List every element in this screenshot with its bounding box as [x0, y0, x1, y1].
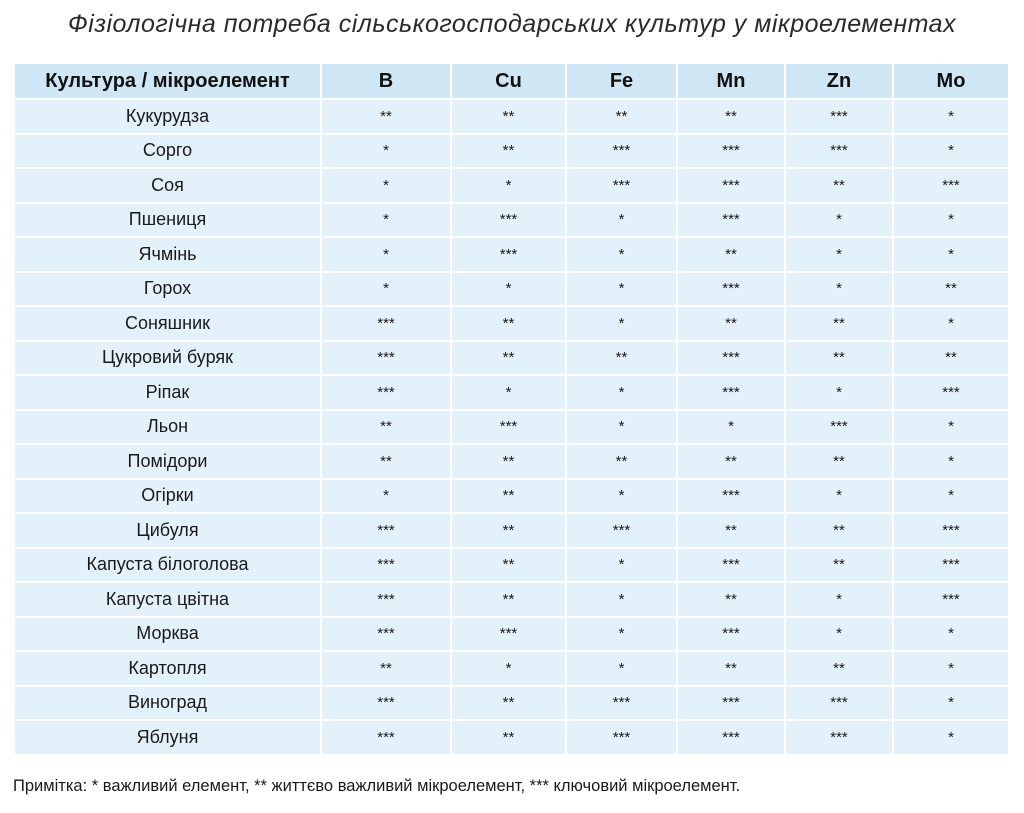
need-level-cell: *	[567, 376, 676, 409]
need-level-cell: ***	[678, 480, 784, 513]
crop-name-cell: Капуста цвітна	[15, 583, 320, 616]
need-level-cell: **	[452, 549, 565, 582]
need-level-cell: *	[452, 652, 565, 685]
column-header-element: Zn	[786, 64, 892, 98]
crop-name-cell: Виноград	[15, 687, 320, 720]
need-level-cell: ***	[452, 411, 565, 444]
need-level-cell: ***	[322, 376, 450, 409]
footnote: Примітка: * важливий елемент, ** життєво важливий мікроелемент, *** ключовий мікроелемент.	[13, 777, 741, 795]
need-level-cell: ***	[786, 687, 892, 720]
need-level-cell: ***	[894, 549, 1008, 582]
need-level-cell: ***	[322, 307, 450, 340]
need-level-cell: *	[894, 307, 1008, 340]
crop-name-cell: Огірки	[15, 480, 320, 513]
need-level-cell: *	[567, 238, 676, 271]
crop-name-cell: Капуста білоголова	[15, 549, 320, 582]
need-level-cell: ***	[452, 204, 565, 237]
need-level-cell: *	[567, 204, 676, 237]
microelement-table	[13, 62, 1010, 756]
need-level-cell: *	[567, 411, 676, 444]
need-level-cell: *	[322, 135, 450, 168]
need-level-cell: ***	[678, 721, 784, 754]
need-level-cell: **	[452, 135, 565, 168]
need-level-cell: **	[786, 445, 892, 478]
table-body	[15, 100, 1008, 754]
need-level-cell: *	[322, 169, 450, 202]
table-row	[15, 445, 1008, 478]
need-level-cell: **	[452, 480, 565, 513]
need-level-cell: *	[894, 100, 1008, 133]
crop-name-cell: Цукровий буряк	[15, 342, 320, 375]
need-level-cell: ***	[678, 376, 784, 409]
need-level-cell: ***	[786, 100, 892, 133]
need-level-cell: **	[678, 445, 784, 478]
need-level-cell: **	[894, 342, 1008, 375]
need-level-cell: ***	[322, 583, 450, 616]
need-level-cell: **	[452, 687, 565, 720]
need-level-cell: *	[567, 549, 676, 582]
need-level-cell: **	[786, 342, 892, 375]
crop-name-cell: Кукурудза	[15, 100, 320, 133]
crop-name-cell: Льон	[15, 411, 320, 444]
need-level-cell: ***	[567, 169, 676, 202]
need-level-cell: *	[894, 652, 1008, 685]
need-level-cell: ***	[894, 583, 1008, 616]
need-level-cell: ***	[678, 549, 784, 582]
crop-name-cell: Ячмінь	[15, 238, 320, 271]
need-level-cell: ***	[452, 238, 565, 271]
column-header-element: Fe	[567, 64, 676, 98]
need-level-cell: *	[894, 618, 1008, 651]
need-level-cell: ***	[678, 342, 784, 375]
need-level-cell: **	[894, 273, 1008, 306]
need-level-cell: *	[567, 480, 676, 513]
table-row	[15, 169, 1008, 202]
need-level-cell: **	[678, 514, 784, 547]
table-row	[15, 238, 1008, 271]
table-row	[15, 204, 1008, 237]
need-level-cell: *	[786, 480, 892, 513]
column-header-element: Mn	[678, 64, 784, 98]
table-row	[15, 583, 1008, 616]
need-level-cell: *	[678, 411, 784, 444]
table-row	[15, 135, 1008, 168]
need-level-cell: ***	[786, 721, 892, 754]
need-level-cell: **	[452, 583, 565, 616]
need-level-cell: ***	[678, 135, 784, 168]
crop-name-cell: Морква	[15, 618, 320, 651]
crop-name-cell: Соняшник	[15, 307, 320, 340]
need-level-cell: **	[678, 307, 784, 340]
need-level-cell: *	[786, 583, 892, 616]
column-header-element: Cu	[452, 64, 565, 98]
need-level-cell: *	[322, 273, 450, 306]
need-level-cell: *	[786, 273, 892, 306]
need-level-cell: *	[894, 411, 1008, 444]
page-title: Фізіологічна потреба сільськогосподарських культур у мікроелементах	[67, 10, 957, 38]
need-level-cell: *	[894, 204, 1008, 237]
need-level-cell: ***	[894, 169, 1008, 202]
crop-name-cell: Картопля	[15, 652, 320, 685]
need-level-cell: **	[322, 411, 450, 444]
need-level-cell: *	[322, 204, 450, 237]
need-level-cell: ***	[322, 342, 450, 375]
need-level-cell: ***	[322, 618, 450, 651]
table-row	[15, 411, 1008, 444]
crop-name-cell: Пшениця	[15, 204, 320, 237]
need-level-cell: *	[567, 583, 676, 616]
column-header-crop: Культура / мікроелемент	[15, 64, 320, 98]
need-level-cell: *	[786, 204, 892, 237]
table-header-row	[15, 64, 1008, 98]
need-level-cell: ***	[786, 135, 892, 168]
need-level-cell: **	[322, 100, 450, 133]
need-level-cell: ***	[678, 204, 784, 237]
need-level-cell: ***	[322, 514, 450, 547]
table-row	[15, 549, 1008, 582]
need-level-cell: *	[786, 376, 892, 409]
need-level-cell: *	[567, 273, 676, 306]
need-level-cell: **	[678, 652, 784, 685]
need-level-cell: ***	[678, 169, 784, 202]
need-level-cell: *	[452, 376, 565, 409]
need-level-cell: *	[452, 273, 565, 306]
crop-name-cell: Горох	[15, 273, 320, 306]
need-level-cell: ***	[567, 687, 676, 720]
need-level-cell: ***	[567, 721, 676, 754]
table-row	[15, 480, 1008, 513]
need-level-cell: ***	[567, 514, 676, 547]
table-row	[15, 376, 1008, 409]
need-level-cell: ***	[786, 411, 892, 444]
table-row	[15, 721, 1008, 754]
table-row	[15, 100, 1008, 133]
table-row	[15, 687, 1008, 720]
need-level-cell: *	[894, 135, 1008, 168]
need-level-cell: *	[322, 480, 450, 513]
need-level-cell: **	[322, 445, 450, 478]
table-row	[15, 273, 1008, 306]
crop-name-cell: Ріпак	[15, 376, 320, 409]
need-level-cell: ***	[567, 135, 676, 168]
need-level-cell: ***	[322, 721, 450, 754]
need-level-cell: **	[452, 445, 565, 478]
need-level-cell: ***	[678, 273, 784, 306]
need-level-cell: *	[894, 480, 1008, 513]
need-level-cell: *	[786, 238, 892, 271]
need-level-cell: *	[567, 307, 676, 340]
table-row	[15, 342, 1008, 375]
need-level-cell: **	[678, 583, 784, 616]
need-level-cell: *	[567, 652, 676, 685]
table-row	[15, 514, 1008, 547]
need-level-cell: **	[567, 100, 676, 133]
crop-name-cell: Яблуня	[15, 721, 320, 754]
crop-name-cell: Соя	[15, 169, 320, 202]
need-level-cell: **	[567, 342, 676, 375]
crop-name-cell: Помідори	[15, 445, 320, 478]
need-level-cell: ***	[452, 618, 565, 651]
table-row	[15, 652, 1008, 685]
table-row	[15, 307, 1008, 340]
need-level-cell: **	[452, 342, 565, 375]
need-level-cell: **	[678, 100, 784, 133]
need-level-cell: **	[786, 307, 892, 340]
need-level-cell: **	[452, 514, 565, 547]
need-level-cell: *	[567, 618, 676, 651]
need-level-cell: *	[452, 169, 565, 202]
need-level-cell: **	[786, 169, 892, 202]
need-level-cell: ***	[894, 514, 1008, 547]
need-level-cell: ***	[678, 687, 784, 720]
need-level-cell: **	[786, 514, 892, 547]
need-level-cell: **	[452, 100, 565, 133]
need-level-cell: **	[452, 721, 565, 754]
need-level-cell: *	[894, 238, 1008, 271]
crop-name-cell: Цибуля	[15, 514, 320, 547]
need-level-cell: *	[322, 238, 450, 271]
need-level-cell: **	[567, 445, 676, 478]
need-level-cell: *	[786, 618, 892, 651]
need-level-cell: **	[786, 549, 892, 582]
column-header-element: Mo	[894, 64, 1008, 98]
need-level-cell: *	[894, 445, 1008, 478]
need-level-cell: ***	[322, 687, 450, 720]
need-level-cell: *	[894, 687, 1008, 720]
need-level-cell: ***	[678, 618, 784, 651]
column-header-element: B	[322, 64, 450, 98]
table-row	[15, 618, 1008, 651]
need-level-cell: ***	[322, 549, 450, 582]
need-level-cell: **	[322, 652, 450, 685]
crop-name-cell: Сорго	[15, 135, 320, 168]
need-level-cell: *	[894, 721, 1008, 754]
need-level-cell: **	[786, 652, 892, 685]
need-level-cell: ***	[894, 376, 1008, 409]
need-level-cell: **	[452, 307, 565, 340]
need-level-cell: **	[678, 238, 784, 271]
